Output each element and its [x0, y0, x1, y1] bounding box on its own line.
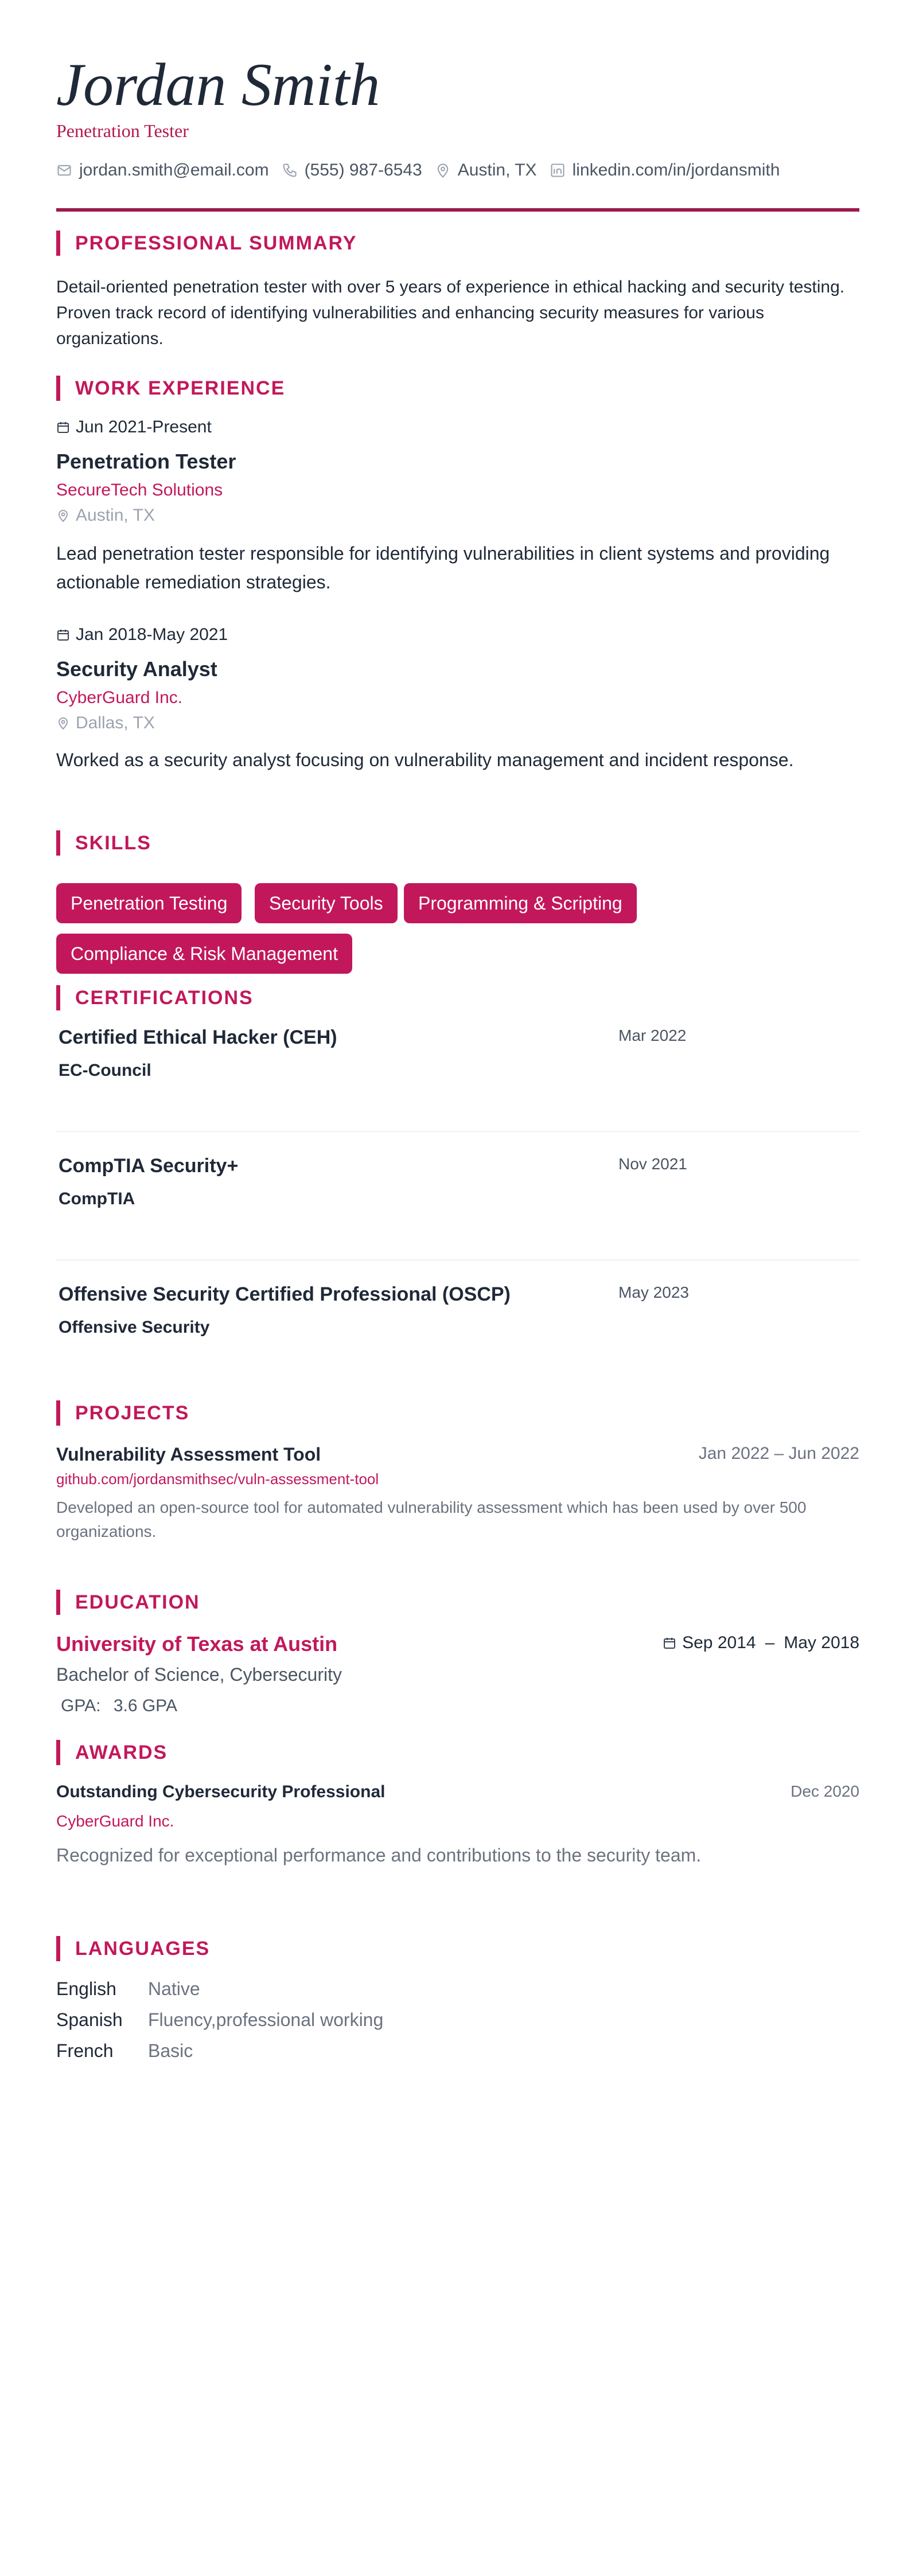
experience-description: Worked as a security analyst focusing on vulnerability management and incident response. — [56, 750, 794, 770]
certification-date: Nov 2021 — [618, 1155, 687, 1173]
education-degree: Bachelor of Science, Cybersecurity — [56, 1664, 342, 1685]
project-link[interactable]: github.com/jordansmithsec/vuln-assessment-tool — [56, 1470, 379, 1488]
phone-text: (555) 987-6543 — [304, 161, 422, 179]
linkedin-text: linkedin.com/in/jordansmith — [572, 161, 780, 179]
phone-icon — [282, 162, 298, 178]
award-description: Recognized for exceptional performance and contributions to the security team. — [56, 1845, 702, 1865]
mail-icon — [56, 162, 72, 178]
certification-issuer: Offensive Security — [59, 1318, 210, 1337]
section-marker — [56, 231, 60, 256]
certification-issuer: EC-Council — [59, 1061, 151, 1080]
location-pin-icon — [56, 716, 70, 730]
section-title: LANGUAGES — [75, 1937, 211, 1960]
experience-dates — [56, 625, 228, 645]
language-level: Fluency,professional working — [148, 2009, 384, 2030]
skill-chip: Programming & Scripting — [404, 883, 637, 923]
section-marker — [56, 376, 60, 401]
section-marker — [56, 985, 60, 1010]
project-dates: Jan 2022 – Jun 2022 — [698, 1444, 859, 1463]
experience-location — [56, 713, 155, 733]
contact-location — [435, 161, 537, 180]
experience-company: CyberGuard Inc. — [56, 688, 183, 707]
candidate-name: Jordan Smith — [56, 51, 380, 118]
contact-linkedin[interactable] — [550, 161, 780, 180]
certification-divider — [56, 1259, 859, 1260]
header-divider — [56, 208, 859, 212]
section-marker — [56, 1936, 60, 1961]
section-skills-heading — [56, 830, 151, 856]
location-text: Austin, TX — [457, 161, 537, 179]
certification-divider — [56, 1131, 859, 1132]
section-certifications-heading — [56, 985, 254, 1010]
skill-chip: Security Tools — [255, 883, 398, 923]
section-experience-heading — [56, 376, 285, 401]
contact-email[interactable] — [56, 161, 269, 180]
section-marker — [56, 1590, 60, 1615]
experience-location-text: Dallas, TX — [76, 713, 155, 732]
certification-issuer: CompTIA — [59, 1189, 135, 1208]
section-title: AWARDS — [75, 1741, 168, 1763]
certification-date: May 2023 — [618, 1283, 689, 1301]
language-name: Spanish — [56, 2009, 123, 2030]
experience-role: Security Analyst — [56, 657, 217, 681]
contact-row — [56, 161, 792, 180]
gpa-label: GPA: — [61, 1696, 101, 1715]
experience-company: SecureTech Solutions — [56, 481, 223, 499]
certification-name: CompTIA Security+ — [59, 1155, 239, 1177]
education-school: University of Texas at Austin — [56, 1632, 338, 1656]
location-pin-icon — [435, 162, 451, 178]
email-text: jordan.smith@email.com — [79, 161, 269, 179]
award-name: Outstanding Cybersecurity Professional — [56, 1782, 386, 1801]
section-languages-heading — [56, 1936, 210, 1961]
education-start-date: Sep 2014 — [682, 1633, 756, 1652]
project-name: Vulnerability Assessment Tool — [56, 1444, 321, 1465]
language-row — [56, 2040, 193, 2062]
language-name: English — [56, 1978, 116, 1999]
certification-date: Mar 2022 — [618, 1027, 687, 1044]
linkedin-icon — [550, 162, 566, 178]
award-date: Dec 2020 — [791, 1782, 859, 1800]
award-issuer: CyberGuard Inc. — [56, 1812, 174, 1830]
calendar-icon — [56, 628, 70, 642]
skill-chip: Compliance & Risk Management — [56, 934, 352, 974]
language-level: Native — [148, 1978, 200, 1999]
language-name: French — [56, 2040, 114, 2061]
education-dates — [663, 1633, 859, 1653]
experience-location — [56, 506, 155, 525]
language-level: Basic — [148, 2040, 193, 2061]
gpa-value: 3.6 GPA — [113, 1696, 177, 1715]
contact-phone[interactable] — [282, 161, 422, 180]
certification-name: Offensive Security Certified Professional (OSCP) — [59, 1283, 511, 1305]
location-pin-icon — [56, 509, 70, 522]
section-title: PROFESSIONAL SUMMARY — [75, 232, 357, 254]
summary-text: Detail-oriented penetration tester with over 5 years of experience in ethical hacking and security testing. Proven track record of identifying vulnerabilities and enhancing security measures for various organizations. — [56, 278, 845, 348]
section-marker — [56, 1740, 60, 1765]
section-marker — [56, 1400, 60, 1426]
experience-role: Penetration Tester — [56, 450, 236, 473]
section-marker — [56, 830, 60, 856]
education-gpa — [61, 1696, 177, 1716]
education-date-separator: – — [765, 1633, 775, 1652]
section-projects-heading — [56, 1400, 189, 1426]
calendar-icon — [663, 1636, 676, 1650]
calendar-icon — [56, 420, 70, 434]
experience-date-text: Jan 2018-May 2021 — [76, 625, 228, 644]
candidate-title: Penetration Tester — [56, 120, 189, 141]
experience-dates — [56, 417, 212, 437]
section-title: EDUCATION — [75, 1591, 200, 1613]
section-title: WORK EXPERIENCE — [75, 377, 286, 399]
section-title: CERTIFICATIONS — [75, 986, 254, 1009]
certification-name: Certified Ethical Hacker (CEH) — [59, 1027, 337, 1048]
language-row — [56, 1978, 200, 2000]
section-title: PROJECTS — [75, 1402, 190, 1424]
project-description: Developed an open-source tool for automated vulnerability assessment which has been used by over 500 organizations. — [56, 1498, 807, 1540]
education-end-date: May 2018 — [784, 1633, 859, 1652]
language-row — [56, 2009, 383, 2031]
experience-date-text: Jun 2021-Present — [76, 417, 212, 436]
experience-location-text: Austin, TX — [76, 506, 155, 525]
section-summary-heading — [56, 231, 357, 256]
section-education-heading — [56, 1590, 200, 1615]
skill-chip: Penetration Testing — [56, 883, 242, 923]
experience-description: Lead penetration tester responsible for identifying vulnerabilities in client systems and providing actionable remediation strategies. — [56, 543, 830, 592]
section-awards-heading — [56, 1740, 168, 1765]
section-title: SKILLS — [75, 832, 151, 854]
